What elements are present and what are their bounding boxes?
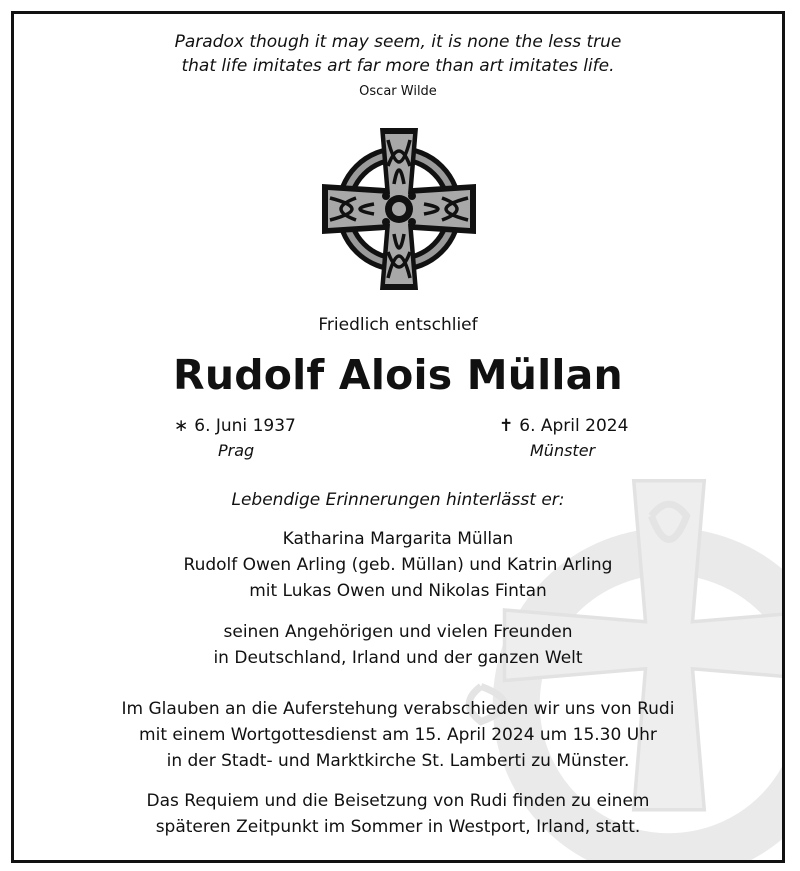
death-place: Münster <box>530 441 596 460</box>
burial-line-1: Das Requiem und die Beisetzung von Rudi finden zu einem <box>146 791 650 811</box>
service-line-2: mit einem Wortgottesdienst am 15. April 2024 um 15.30 Uhr <box>139 725 657 745</box>
quote-line-2: that life imitates art far more than art imitates life. <box>181 56 615 76</box>
service-line-3: in der Stadt- und Marktkirche St. Lamberti zu Münster. <box>166 751 630 771</box>
celtic-cross-icon <box>316 126 482 292</box>
quote-author: Oscar Wilde <box>359 84 437 99</box>
birth-date: 6. Juni 1937 <box>194 416 296 436</box>
quote-line-1: Paradox though it may seem, it is none the less true <box>174 32 622 52</box>
relatives-line-2: in Deutschland, Irland und der ganzen Welt <box>213 648 583 668</box>
obituary-card <box>11 11 785 863</box>
family-line-1: Katharina Margarita Müllan <box>282 529 514 549</box>
death-date-row <box>499 416 628 436</box>
family-line-3: mit Lukas Owen und Nikolas Fintan <box>249 581 547 601</box>
deceased-name: Rudolf Alois Müllan <box>173 351 623 399</box>
relatives-line-1: seinen Angehörigen und vielen Freunden <box>223 622 573 642</box>
memories-intro: Lebendige Erinnerungen hinterlässt er: <box>231 490 565 510</box>
burial-line-2: späteren Zeitpunkt im Sommer in Westport, Irland, statt. <box>155 817 641 837</box>
birth-date-row <box>174 416 296 436</box>
intro-text: Friedlich entschlief <box>318 315 478 335</box>
family-line-2: Rudolf Owen Arling (geb. Müllan) und Katrin Arling <box>183 555 613 575</box>
service-line-1: Im Glauben an die Auferstehung verabschieden wir uns von Rudi <box>121 699 675 719</box>
birth-asterisk-icon: ∗ <box>174 416 189 436</box>
death-date: 6. April 2024 <box>519 416 629 436</box>
death-cross-icon: ✝ <box>499 416 514 436</box>
birth-place: Prag <box>218 441 255 460</box>
